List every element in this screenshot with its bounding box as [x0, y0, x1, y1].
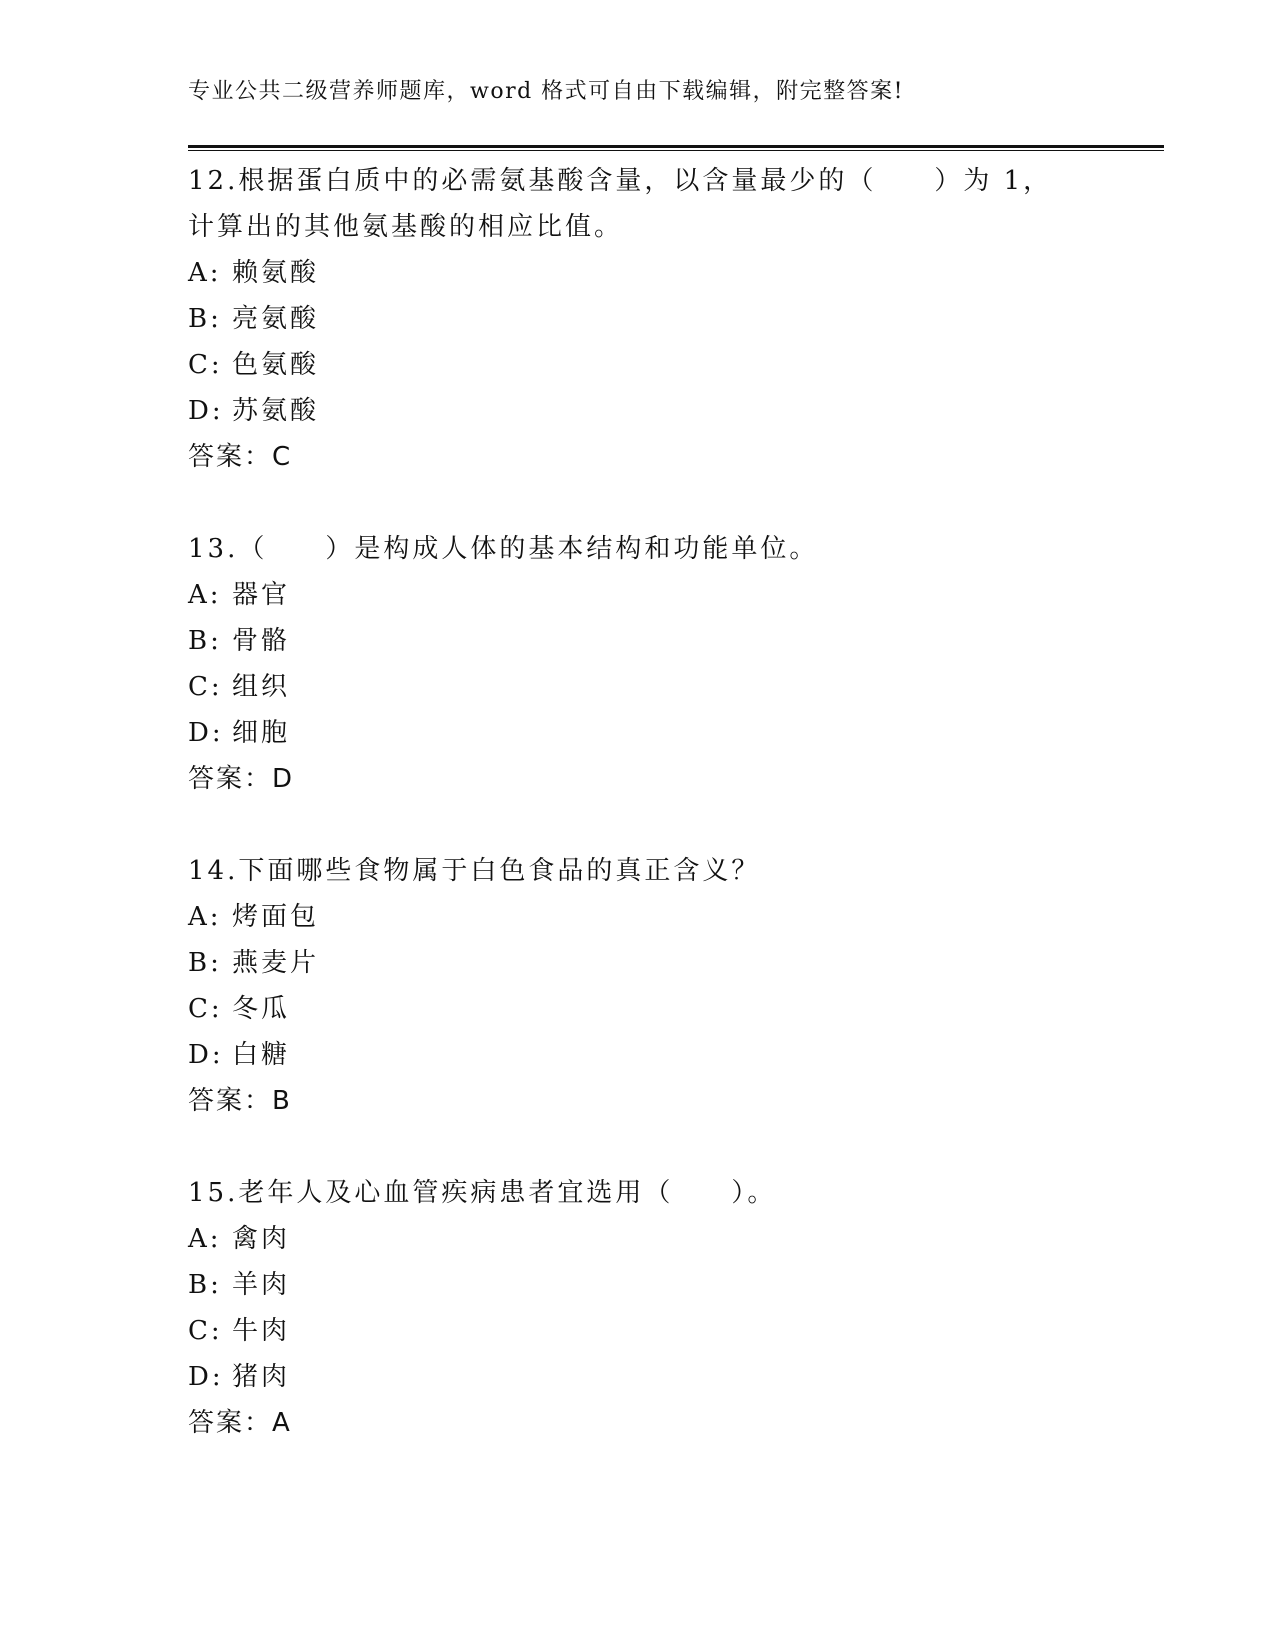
- option-text: 禽肉: [232, 1224, 291, 1254]
- option-c: [188, 664, 1088, 710]
- answer-line: 答案：D: [188, 764, 295, 794]
- option-d: [188, 388, 1088, 434]
- option-text: 燕麦片: [232, 948, 320, 978]
- question-stem: 13.（ ）是构成人体的基本结构和功能单位。: [188, 534, 819, 564]
- option-c: [188, 986, 1088, 1032]
- document-header-note: 专业公共二级营养师题库，word 格式可自由下载编辑，附完整答案!: [188, 79, 905, 104]
- question-14: [188, 848, 1088, 1124]
- option-letter: B:: [188, 948, 222, 978]
- option-text: 细胞: [232, 718, 291, 748]
- option-letter: D:: [188, 1362, 224, 1392]
- option-text: 猪肉: [232, 1362, 291, 1392]
- option-letter: A:: [188, 258, 222, 288]
- answer-line: 答案：B: [188, 1086, 292, 1116]
- question-15: [188, 1170, 1088, 1446]
- option-letter: A:: [188, 580, 222, 610]
- option-letter: A:: [188, 902, 222, 932]
- option-letter: C:: [188, 994, 223, 1024]
- option-d: [188, 1032, 1088, 1078]
- option-text: 器官: [232, 580, 291, 610]
- option-text: 羊肉: [232, 1270, 291, 1300]
- option-a: [188, 894, 1088, 940]
- option-b: [188, 618, 1088, 664]
- option-text: 骨骼: [232, 626, 291, 656]
- option-text: 白糖: [232, 1040, 291, 1070]
- option-d: [188, 1354, 1088, 1400]
- option-letter: C:: [188, 1316, 223, 1346]
- option-text: 组织: [232, 672, 291, 702]
- option-c: [188, 342, 1088, 388]
- question-13: [188, 526, 1088, 802]
- option-letter: B:: [188, 626, 222, 656]
- option-d: [188, 710, 1088, 756]
- option-text: 亮氨酸: [232, 304, 320, 334]
- answer-line: 答案：A: [188, 1408, 292, 1438]
- option-letter: D:: [188, 718, 224, 748]
- option-text: 烤面包: [232, 902, 320, 932]
- option-text: 赖氨酸: [232, 258, 320, 288]
- option-b: [188, 296, 1088, 342]
- question-list: [188, 158, 1088, 1492]
- answer-line: 答案：C: [188, 442, 293, 472]
- option-b: [188, 1262, 1088, 1308]
- option-letter: B:: [188, 304, 222, 334]
- option-b: [188, 940, 1088, 986]
- question-12: [188, 158, 1088, 480]
- header-divider: [188, 145, 1164, 151]
- question-stem: 12.根据蛋白质中的必需氨基酸含量，以含量最少的（ ）为 1，计算出的其他氨基酸的相应比值。: [188, 166, 1053, 242]
- question-stem: 15.老年人及心血管疾病患者宜选用（ ）。: [188, 1178, 777, 1208]
- option-text: 色氨酸: [232, 350, 320, 380]
- option-letter: C:: [188, 672, 223, 702]
- option-text: 苏氨酸: [232, 396, 320, 426]
- option-letter: B:: [188, 1270, 222, 1300]
- option-letter: A:: [188, 1224, 222, 1254]
- option-text: 冬瓜: [232, 994, 291, 1024]
- option-a: [188, 1216, 1088, 1262]
- option-letter: D:: [188, 1040, 224, 1070]
- option-letter: C:: [188, 350, 223, 380]
- option-text: 牛肉: [232, 1316, 291, 1346]
- option-letter: D:: [188, 396, 224, 426]
- option-a: [188, 572, 1088, 618]
- question-stem: 14.下面哪些食物属于白色食品的真正含义？: [188, 856, 761, 886]
- option-a: [188, 250, 1088, 296]
- option-c: [188, 1308, 1088, 1354]
